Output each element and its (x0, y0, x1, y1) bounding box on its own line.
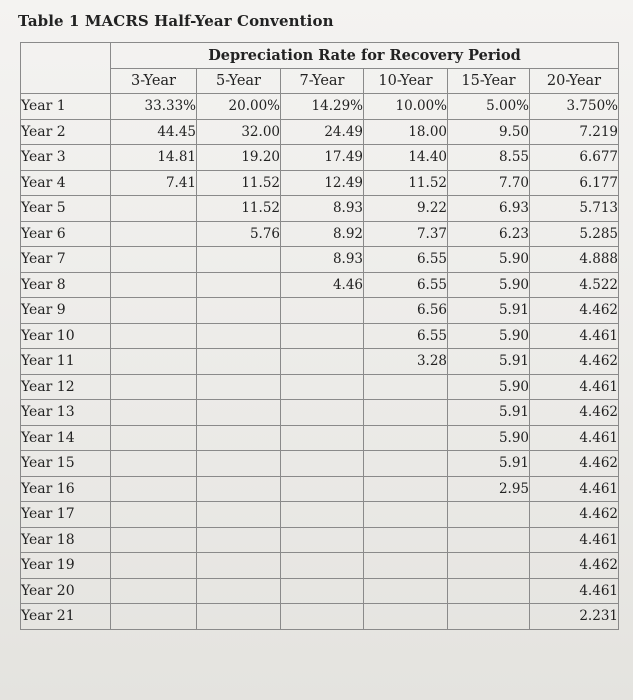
column-header: 5-Year (197, 68, 281, 94)
column-header: 3-Year (111, 68, 197, 94)
rate-cell (281, 527, 364, 553)
rate-cell (364, 604, 448, 630)
rate-cell: 6.177 (530, 170, 619, 196)
rate-cell (197, 451, 281, 477)
rate-cell (197, 400, 281, 426)
rate-cell (281, 451, 364, 477)
rate-cell: 7.41 (111, 170, 197, 196)
row-label: Year 14 (21, 425, 111, 451)
rate-cell: 5.91 (448, 349, 530, 375)
rate-cell (448, 553, 530, 579)
rate-cell (111, 247, 197, 273)
table-row (21, 400, 619, 426)
table-row (21, 119, 619, 145)
row-label: Year 3 (21, 145, 111, 171)
row-label: Year 2 (21, 119, 111, 145)
table-row (21, 425, 619, 451)
rate-cell (197, 604, 281, 630)
rate-cell: 4.462 (530, 451, 619, 477)
rate-cell: 2.231 (530, 604, 619, 630)
rate-cell (111, 502, 197, 528)
rate-cell: 4.461 (530, 425, 619, 451)
rate-cell: 11.52 (197, 196, 281, 222)
table-row (21, 578, 619, 604)
rate-cell: 5.90 (448, 272, 530, 298)
rate-cell: 19.20 (197, 145, 281, 171)
group-header: Depreciation Rate for Recovery Period (111, 43, 619, 69)
rate-cell (281, 323, 364, 349)
rate-cell: 32.00 (197, 119, 281, 145)
row-label: Year 10 (21, 323, 111, 349)
rate-cell (111, 374, 197, 400)
table-row (21, 170, 619, 196)
column-header: 20-Year (530, 68, 619, 94)
table-row (21, 247, 619, 273)
rate-cell (197, 527, 281, 553)
rate-cell: 4.461 (530, 476, 619, 502)
row-label: Year 5 (21, 196, 111, 222)
rate-cell: 5.76 (197, 221, 281, 247)
column-header-row (21, 68, 619, 94)
corner-cell (21, 68, 111, 94)
rate-cell (281, 374, 364, 400)
rate-cell: 6.56 (364, 298, 448, 324)
rate-cell: 5.91 (448, 298, 530, 324)
rate-cell (281, 349, 364, 375)
rate-cell (281, 298, 364, 324)
rate-cell: 7.70 (448, 170, 530, 196)
table-row (21, 94, 619, 120)
row-label: Year 16 (21, 476, 111, 502)
rate-cell (448, 604, 530, 630)
row-label: Year 9 (21, 298, 111, 324)
rate-cell (448, 578, 530, 604)
rate-cell (364, 578, 448, 604)
rate-cell: 4.462 (530, 349, 619, 375)
row-label: Year 8 (21, 272, 111, 298)
rate-cell: 4.461 (530, 527, 619, 553)
rate-cell (281, 502, 364, 528)
rate-cell (448, 502, 530, 528)
rate-cell (111, 425, 197, 451)
rate-cell: 10.00% (364, 94, 448, 120)
group-header-row (21, 43, 619, 69)
rate-cell (111, 451, 197, 477)
table-row (21, 553, 619, 579)
rate-cell (364, 425, 448, 451)
rate-cell: 7.37 (364, 221, 448, 247)
table-row (21, 298, 619, 324)
rate-cell: 7.219 (530, 119, 619, 145)
row-label: Year 19 (21, 553, 111, 579)
rate-cell (281, 425, 364, 451)
row-label: Year 18 (21, 527, 111, 553)
table-row (21, 145, 619, 171)
rate-cell: 5.285 (530, 221, 619, 247)
rate-cell (364, 400, 448, 426)
rate-cell (364, 374, 448, 400)
rate-cell (281, 553, 364, 579)
table-row (21, 323, 619, 349)
rate-cell: 44.45 (111, 119, 197, 145)
rate-cell: 8.93 (281, 247, 364, 273)
rate-cell (111, 527, 197, 553)
rate-cell: 11.52 (197, 170, 281, 196)
rate-cell (111, 196, 197, 222)
rate-cell (197, 502, 281, 528)
table-title: Table 1 MACRS Half-Year Convention (18, 12, 334, 30)
rate-cell (281, 578, 364, 604)
rate-cell: 5.90 (448, 247, 530, 273)
rate-cell (448, 527, 530, 553)
table-row (21, 527, 619, 553)
table-row (21, 451, 619, 477)
rate-cell (111, 553, 197, 579)
table-row (21, 604, 619, 630)
rate-cell (281, 604, 364, 630)
rate-cell: 5.90 (448, 425, 530, 451)
rate-cell: 5.90 (448, 323, 530, 349)
row-label: Year 7 (21, 247, 111, 273)
rate-cell (111, 272, 197, 298)
rate-cell (197, 476, 281, 502)
row-label: Year 11 (21, 349, 111, 375)
rate-cell (197, 272, 281, 298)
rate-cell (111, 298, 197, 324)
row-label: Year 17 (21, 502, 111, 528)
rate-cell (197, 298, 281, 324)
rate-cell: 4.461 (530, 374, 619, 400)
table-row (21, 196, 619, 222)
table-row (21, 374, 619, 400)
row-label: Year 20 (21, 578, 111, 604)
rate-cell: 4.462 (530, 298, 619, 324)
rate-cell: 6.23 (448, 221, 530, 247)
rate-cell: 6.93 (448, 196, 530, 222)
rate-cell (197, 553, 281, 579)
rate-cell (364, 553, 448, 579)
rate-cell: 4.522 (530, 272, 619, 298)
rate-cell: 14.81 (111, 145, 197, 171)
rate-cell (111, 221, 197, 247)
rate-cell: 5.90 (448, 374, 530, 400)
row-label: Year 4 (21, 170, 111, 196)
rate-cell (197, 349, 281, 375)
column-header: 10-Year (364, 68, 448, 94)
rate-cell (197, 374, 281, 400)
rate-cell: 9.22 (364, 196, 448, 222)
rate-cell: 11.52 (364, 170, 448, 196)
rate-cell: 8.55 (448, 145, 530, 171)
row-label: Year 21 (21, 604, 111, 630)
table-row (21, 502, 619, 528)
rate-cell: 6.677 (530, 145, 619, 171)
rate-cell (197, 323, 281, 349)
rate-cell: 14.40 (364, 145, 448, 171)
rate-cell (111, 349, 197, 375)
rate-cell: 4.46 (281, 272, 364, 298)
rate-cell: 6.55 (364, 247, 448, 273)
rate-cell: 18.00 (364, 119, 448, 145)
rate-cell: 14.29% (281, 94, 364, 120)
rate-cell: 9.50 (448, 119, 530, 145)
rate-cell (197, 425, 281, 451)
rate-cell: 6.55 (364, 272, 448, 298)
row-label: Year 6 (21, 221, 111, 247)
macrs-table (20, 42, 619, 630)
table-row (21, 272, 619, 298)
table-row (21, 476, 619, 502)
rate-cell (364, 451, 448, 477)
rate-cell: 5.00% (448, 94, 530, 120)
rate-cell (364, 502, 448, 528)
rate-cell: 12.49 (281, 170, 364, 196)
rate-cell (111, 323, 197, 349)
corner-cell (21, 43, 111, 69)
row-label: Year 12 (21, 374, 111, 400)
table-body (21, 94, 619, 630)
rate-cell: 17.49 (281, 145, 364, 171)
rate-cell: 33.33% (111, 94, 197, 120)
rate-cell (364, 527, 448, 553)
rate-cell (281, 476, 364, 502)
table-row (21, 349, 619, 375)
rate-cell: 4.461 (530, 578, 619, 604)
row-label: Year 13 (21, 400, 111, 426)
rate-cell: 20.00% (197, 94, 281, 120)
rate-cell: 3.28 (364, 349, 448, 375)
rate-cell: 5.713 (530, 196, 619, 222)
rate-cell: 4.462 (530, 400, 619, 426)
rate-cell: 8.93 (281, 196, 364, 222)
rate-cell: 24.49 (281, 119, 364, 145)
rate-cell: 4.462 (530, 553, 619, 579)
table-row (21, 221, 619, 247)
rate-cell (197, 247, 281, 273)
rate-cell (281, 400, 364, 426)
column-header: 7-Year (281, 68, 364, 94)
column-header: 15-Year (448, 68, 530, 94)
rate-cell: 3.750% (530, 94, 619, 120)
rate-cell: 8.92 (281, 221, 364, 247)
rate-cell (111, 400, 197, 426)
rate-cell (111, 578, 197, 604)
rate-cell: 4.888 (530, 247, 619, 273)
rate-cell (111, 604, 197, 630)
row-label: Year 1 (21, 94, 111, 120)
rate-cell: 4.462 (530, 502, 619, 528)
rate-cell: 5.91 (448, 451, 530, 477)
rate-cell: 6.55 (364, 323, 448, 349)
rate-cell: 4.461 (530, 323, 619, 349)
rate-cell: 5.91 (448, 400, 530, 426)
rate-cell (364, 476, 448, 502)
row-label: Year 15 (21, 451, 111, 477)
rate-cell: 2.95 (448, 476, 530, 502)
rate-cell (197, 578, 281, 604)
rate-cell (111, 476, 197, 502)
